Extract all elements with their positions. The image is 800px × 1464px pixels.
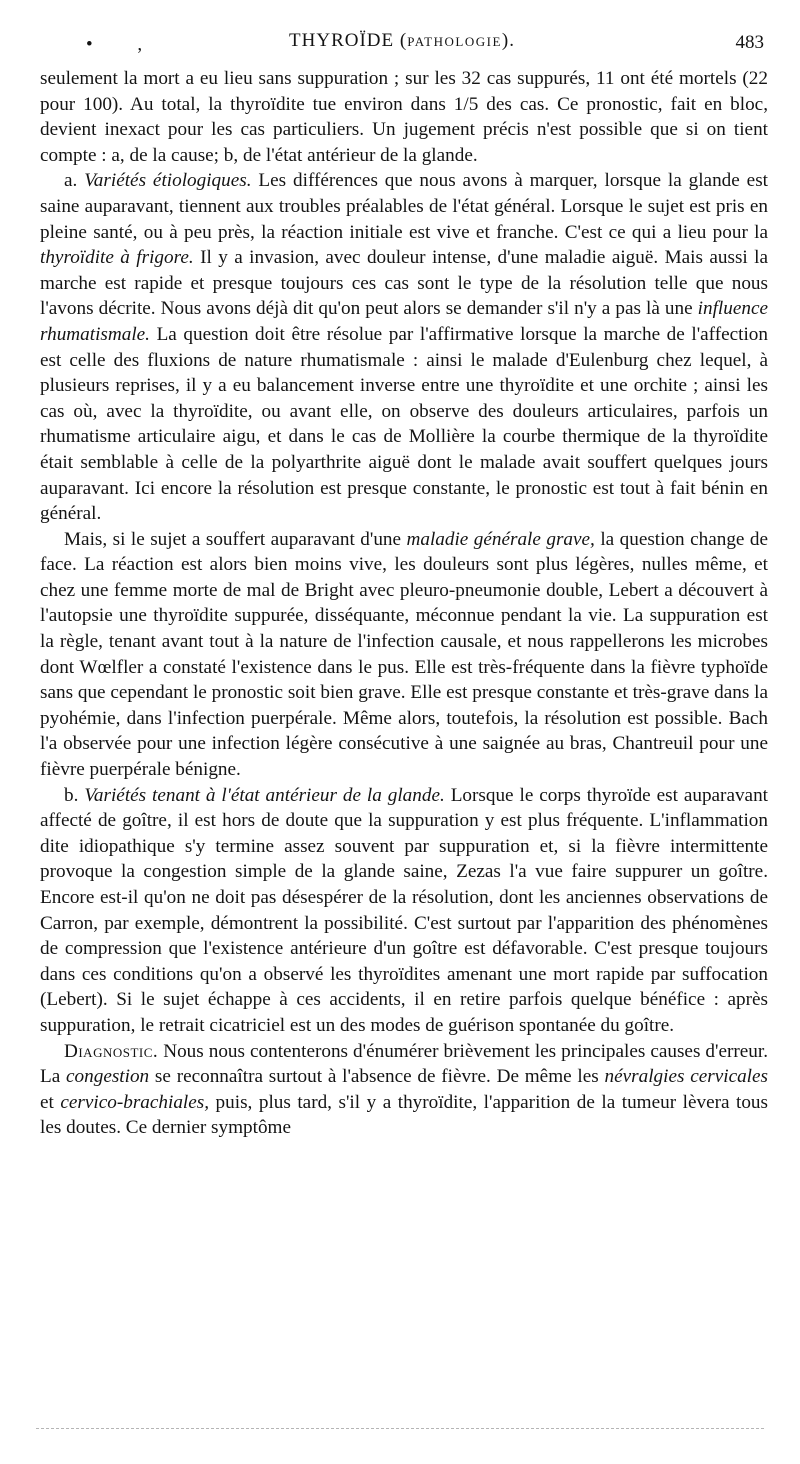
text-run: puis, plus tard, s'il y a thyroïdite, l'apparition de la tumeur lèvera tous les doutes. Ce dernier symptôme xyxy=(40,1091,768,1139)
italic-term: congestion xyxy=(66,1066,150,1088)
section-heading-b: Variétés tenant à l'état antérieur de la glande. xyxy=(84,784,445,806)
text-run: se reconnaîtra surtout à l'absence de fièvre. De même les xyxy=(149,1066,605,1088)
section-heading-diagnostic: Diagnostic. xyxy=(64,1040,159,1062)
text-run: Nous nous contenterons d'énumérer brièvement les principales causes d'erreur. La xyxy=(40,1040,768,1088)
text-run: Il y a invasion, avec douleur intense, d'une maladie aiguë. Mais aussi la marche est rapide et presque toujours ces cas sont le type de la résolution telle que nous l'avons décrite. Nous avons déjà dit qu'on peut alors se demander s'il n'y a pas là une xyxy=(40,247,769,320)
section-heading-a: Variétés étiologiques. xyxy=(84,170,252,192)
page-number: 483 xyxy=(735,32,764,53)
running-header xyxy=(40,28,764,62)
section-letter-b: b. xyxy=(64,784,85,806)
section-letter-a: a. xyxy=(64,170,85,192)
header-marks: • , xyxy=(86,34,163,55)
title-main: THYROÏDE ( xyxy=(289,30,408,51)
paragraph-general-disease xyxy=(40,527,768,783)
text-run: Lorsque le corps thyroïde est auparavant affecté de goître, il est hors de doute que la suppuration y est plus fréquente. L'inflammation dite idiopathique s'y termine assez souvent par suppuration et, si la fièvre intermittente provoque la congestion simple de la glande saine, Zezas l'a vue faire suppurer un goître. Encore est-il qu'on ne doit pas désespérer de la résolution, dont les anciennes observations de Carron, par exemple, démontrent la possibilité. C'est surtout par l'apparition des phénomènes de compression que l'existence antérieure d'un goître est défavorable. C'est presque toujours dans ces conditions qu'on a observé les thyroïdites amenant une mort rapide par suffocation (Lebert). Si le sujet échappe à ces accidents, il en retire parfois quelque bénéfice : après suppuration, le retrait cicatriciel est un des modes de guérison spontanée du goître. xyxy=(40,784,768,1036)
paragraph-prior-state-varieties xyxy=(40,783,768,1039)
text-run: Mais, si le sujet a souffert auparavant d'une xyxy=(64,528,407,550)
title-close: ). xyxy=(501,30,515,51)
text-run: et xyxy=(40,1091,61,1113)
faint-bleed-through-line xyxy=(36,1428,764,1429)
page-body xyxy=(40,66,768,1141)
text-run: La question doit être résolue par l'affirmative lorsque la marche de l'affection est celle des fluxions de nature rhumatismale : ainsi le malade d'Eulenburg chez lequel, à plusieurs reprises, il y a eu balancement inverse entre une thyroïdite et une orchite ; ainsi les cas où, avec la thyroïdite, ou avant elle, on observe des douleurs articulaires, parfois un rhumatisme articulaire aigu, et dans le cas de Mollière la courbe thermique de la thyroïdite était semblable à celle de la polyarthrite aiguë dont le malade avait souffert quelques jours auparavant. Ici encore la résolution est presque constante, le pronostic est tout à fait bénin en général. xyxy=(40,323,768,525)
italic-term: maladie générale grave, xyxy=(406,528,595,550)
text-run: Les différences que nous avons à marquer, lorsque la glande est saine auparavant, tiennent aux troubles préalables de l'état général. Lorsque le sujet est pris en pleine santé, ou à peu près, la réaction initiale est vive et franche. C'est ce qui a lieu pour la xyxy=(40,170,768,243)
italic-term: thyroïdite à frigore. xyxy=(40,247,194,269)
text-run: la question change de face. La réaction est alors bien moins vive, les douleurs sont plus légères, nulles même, et chez une femme morte de mal de Bright avec pleuro-pneumonie double, Lebert a découvert à l'autopsie une thyroïdite suppurée, disséquante, méconnue pendant la vie. La suppuration est la règle, tenant avant tout à la nature de l'infection causale, et nous rappellerons les microbes dont Wœlfler a constaté l'existence dans le pus. Elle est très-fréquente dans la fièvre typhoïde sans que cependant le pronostic soit bien grave. Elle est presque constante et très-grave dans la pyohémie, dans l'infection puerpérale. Même alors, toutefois, la résolution est possible. Bach l'a observée pour une infection légère consécutive à une saignée au bras, Chantreuil pour une fièvre puerpérale bénigne. xyxy=(40,528,769,781)
italic-term: influence rhumatismale. xyxy=(40,298,768,345)
running-title xyxy=(40,30,764,52)
italic-term: cervico-brachiales, xyxy=(60,1091,210,1113)
paragraph-etiological-varieties xyxy=(40,168,768,526)
italic-term: névralgies cervicales xyxy=(604,1066,768,1088)
paragraph-prognosis-continued: seulement la mort a eu lieu sans suppuration ; sur les 32 cas suppurés, 11 ont été mortels (22 pour 100). Au total, la thyroïdite tue environ dans 1/5 des cas. Ce pronostic, fait en bloc, devient inexact pour les cas particuliers. Un jugement précis n'est possible que si on tient compte : a, de la cause; b, de l'état antérieur de la glande. xyxy=(40,68,768,166)
title-small-caps: PATHOLOGIE xyxy=(407,34,502,49)
paragraph-diagnosis xyxy=(40,1039,768,1141)
